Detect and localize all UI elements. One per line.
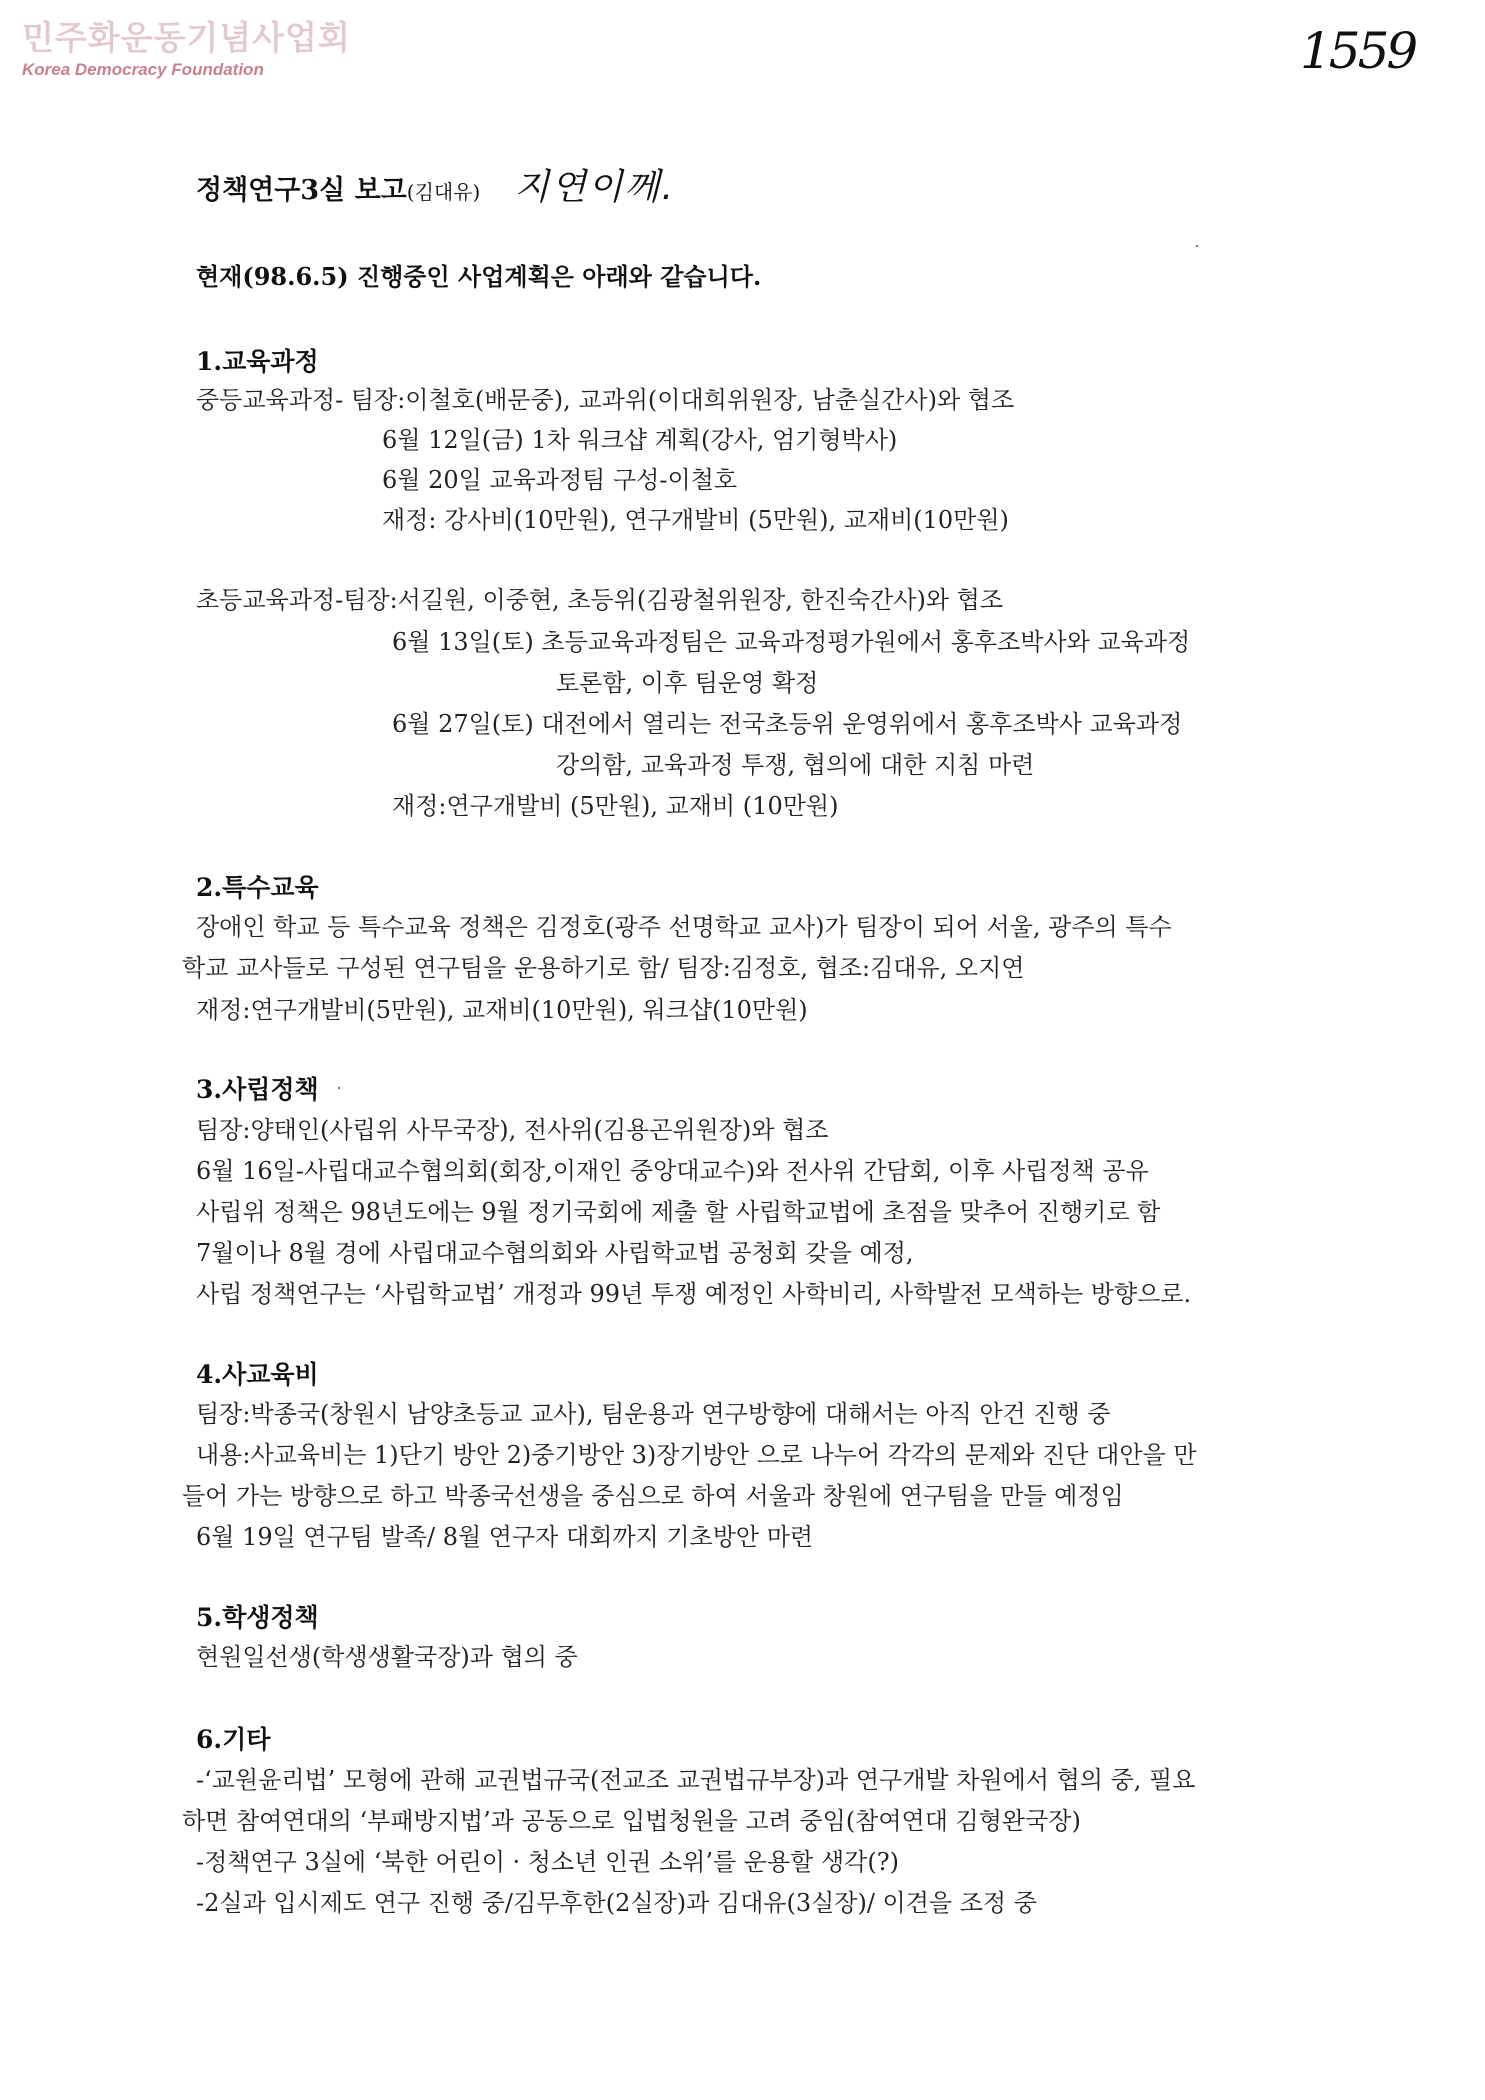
report-title (196, 167, 675, 208)
section-line: 사립위 정책은 98년도에는 9월 정기국회에 제출 할 사립학교법에 초점을 맞추어 진행키로 함 (196, 1198, 1161, 1226)
section-heading-curriculum: 1.교육과정 (196, 347, 319, 376)
scan-speck (338, 1087, 340, 1089)
section-line: 학교 교사들로 구성된 연구팀을 운용하기로 함/ 팀장:김정호, 협조:김대유, 오지연 (182, 954, 1025, 982)
section-heading-student-policy: 5.학생정책 (196, 1603, 319, 1632)
scan-speck (1196, 245, 1198, 247)
section-line: 초등교육과정-팀장:서길원, 이중현, 초등위(김광철위원장, 한진숙간사)와 협조 (196, 586, 1004, 614)
section-line: 재정:연구개발비(5만원), 교재비(10만원), 워크샵(10만원) (196, 996, 808, 1024)
section-line: -2실과 입시제도 연구 진행 중/김무후한(2실장)과 김대유(3실장)/ 이견을 조정 중 (196, 1889, 1037, 1917)
section-line: 6월 16일-사립대교수협의회(회장,이재인 중앙대교수)와 전사위 간담회, 이후 사립정책 공유 (196, 1157, 1149, 1185)
section-line: -정책연구 3실에 ‘북한 어린이 · 청소년 인권 소위’를 운용할 생각(?) (196, 1848, 899, 1876)
section-line: 장애인 학교 등 특수교육 정책은 김정호(광주 선명학교 교사)가 팀장이 되어 서울, 광주의 특수 (196, 913, 1172, 941)
section-line: 재정:연구개발비 (5만원), 교재비 (10만원) (392, 792, 839, 820)
section-line: 사립 정책연구는 ‘사립학교법’ 개정과 99년 투쟁 예정인 사학비리, 사학발전 모색하는 방향으로. (196, 1280, 1192, 1308)
section-heading-private-tutoring: 4.사교육비 (196, 1360, 319, 1389)
section-line: 하면 참여연대의 ‘부패방지법’과 공동으로 입법청원을 고려 중임(참여연대 김형완국장) (182, 1807, 1081, 1835)
watermark-korean: 민주화운동기념사업회 (22, 18, 351, 57)
handwritten-note: 지연이께. (514, 167, 675, 208)
section-line: 6월 27일(토) 대전에서 열리는 전국초등위 운영위에서 홍후조박사 교육과정 (392, 710, 1183, 738)
section-line: 들어 가는 방향으로 하고 박종국선생을 중심으로 하여 서울과 창원에 연구팀을 만들 예정임 (182, 1482, 1124, 1510)
report-title-main: 정책연구3실 보고 (196, 175, 407, 206)
section-line: 6월 12일(금) 1차 워크샵 계획(강사, 엄기형박사) (382, 426, 898, 454)
section-line: 6월 13일(토) 초등교육과정팀은 교육과정평가원에서 홍후조박사와 교육과정 (392, 628, 1191, 656)
section-line: 6월 20일 교육과정팀 구성-이철호 (382, 466, 738, 494)
section-line: 재정: 강사비(10만원), 연구개발비 (5만원), 교재비(10만원) (382, 506, 1009, 534)
report-title-author: (김대유) (406, 180, 481, 204)
section-line: 7월이나 8월 경에 사립대교수협의회와 사립학교법 공청회 갖을 예정, (196, 1239, 914, 1267)
section-line: 강의함, 교육과정 투쟁, 협의에 대한 지침 마련 (556, 751, 1035, 779)
section-line: 팀장:박종국(창원시 남양초등교 교사), 팀운용과 연구방향에 대해서는 아직 안건 진행 중 (196, 1400, 1111, 1428)
section-line: 현원일선생(학생생활국장)과 협의 중 (196, 1643, 578, 1671)
section-line: 내용:사교육비는 1)단기 방안 2)중기방안 3)장기방안 으로 나누어 각각의 문제와 진단 대안을 만 (196, 1441, 1197, 1469)
section-line: 토론함, 이후 팀운영 확정 (556, 669, 819, 697)
section-line: 중등교육과정- 팀장:이철호(배문중), 교과위(이대희위원장, 남춘실간사)와 협조 (196, 386, 1015, 414)
section-line: -‘교원윤리법’ 모형에 관해 교권법규국(전교조 교권법규부장)과 연구개발 차원에서 협의 중, 필요 (196, 1766, 1196, 1794)
watermark-english: Korea Democracy Foundation (22, 60, 264, 79)
section-heading-other: 6.기타 (196, 1725, 271, 1754)
section-line: 팀장:양태인(사립위 사무국장), 전사위(김용곤위원장)와 협조 (196, 1116, 829, 1144)
section-heading-special-education: 2.특수교육 (196, 873, 319, 902)
section-heading-private-schools: 3.사립정책 (196, 1075, 319, 1104)
intro-line: 현재(98.6.5) 진행중인 사업계획은 아래와 같습니다. (196, 262, 762, 291)
watermark (22, 18, 351, 80)
page-number: 1559 (1300, 22, 1416, 80)
section-line: 6월 19일 연구팀 발족/ 8월 연구자 대회까지 기초방안 마련 (196, 1523, 814, 1551)
